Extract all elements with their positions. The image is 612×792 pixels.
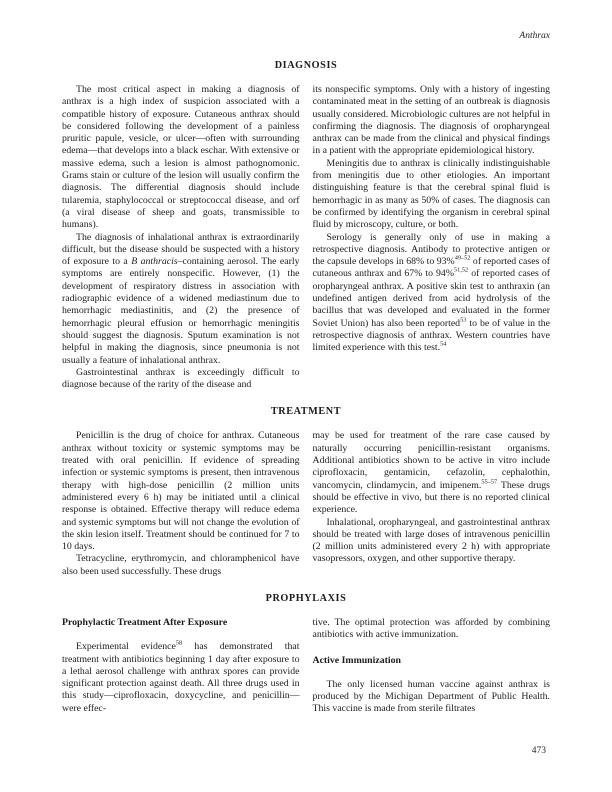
prophylaxis-columns bbox=[62, 617, 550, 716]
subsection-heading-prophylactic-treatment: Prophylactic Treatment After Exposure bbox=[62, 616, 228, 628]
paragraph: Tetracycline, erythromycin, and chloramphenicol have also been used successfully. These drugs bbox=[62, 553, 300, 577]
paragraph: may be used for treatment of the rare case caused by naturally occurring penicillin-resistant organisms. Additional antibiotics shown to be active in vitro include ciprofloxacin, gentamicin, cefazolin, cephalothin, vancomycin, clindamycin, and imipenem.$^{55-57}$ These drugs should be effective in vivo, but there is no reported clinical experience. bbox=[312, 430, 550, 516]
treatment-right-column bbox=[313, 430, 551, 578]
diagnosis-columns bbox=[62, 84, 550, 391]
section-title-prophylaxis: PROPHYLAXIS bbox=[265, 592, 347, 604]
paragraph: Meningitis due to anthrax is clinically indistinguishable from meningitis due to other etiologies. An important distinguishing feature is that the cerebral spinal fluid is hemorrhagic in as many as 50% of cases. The diagnosis can be confirmed by identifying the organism in cerebral spinal fluid by microscopy, culture, or both. bbox=[312, 157, 550, 231]
page-number: 473 bbox=[531, 746, 546, 756]
diagnosis-left-column bbox=[62, 84, 300, 391]
paragraph: The most critical aspect in making a diagnosis of anthrax is a high index of suspicion associated with a compatible history of exposure. Cutaneous anthrax should be considered following the development of a painless pruritic papule, vesicle, or ulcer—often with surrounding edema—that develops into a black eschar. With extensive or massive edema, such a lesion is almost pathognomonic. Grams stain or culture of the lesion will usually confirm the diagnosis. The differential diagnosis should include tularemia, staphylococcal or streptococcal disease, and orf (a viral disease of sheep and goats, transmissible to humans). bbox=[62, 84, 300, 231]
paragraph: Gastrointestinal anthrax is exceedingly difficult to diagnose because of the rarity of the disease and bbox=[62, 366, 300, 391]
section-treatment bbox=[62, 406, 550, 578]
treatment-columns bbox=[62, 430, 550, 578]
prophylaxis-right-column bbox=[313, 617, 551, 716]
prophylaxis-left-column bbox=[62, 617, 300, 716]
paragraph: Inhalational, oropharyngeal, and gastrointestinal anthrax should be treated with large doses of intravenous penicillin (2 million units administered every 2 h) with appropriate vasopressors, oxygen, and other supportive therapy. bbox=[312, 516, 550, 565]
paragraph: Serology is generally only of use in making a retrospective diagnosis. Antibody to protective antigen or the capsule develops in 68% to 93%$^{49-52}$ of reported cases of cutaneous anthrax and 67% to 94%$^{51,52}$ of reported cases of oropharyngeal anthrax. A positive skin test to anthraxin (an undefined antigen derived from acid hydrolysis of the bacillus that was developed and evaluated in the former Soviet Union) has also been reported$^{53}$ to be of value in the retrospective diagnosis of anthrax. Western countries have limited experience with this test.$^{54}$ bbox=[312, 231, 551, 354]
subsection-heading-active-immunization: Active Immunization bbox=[312, 654, 401, 666]
section-title-treatment: TREATMENT bbox=[270, 406, 342, 418]
paragraph: its nonspecific symptoms. Only with a history of ingesting contaminated meat in the setting of an outbreak is diagnosis usually considered. Microbiologic cultures are not helpful in confirming the diagnosis. The diagnosis of oropharyngeal anthrax can be made from the clinical and physical findings in a patient with the appropriate epidemiological history. bbox=[312, 84, 550, 157]
paragraph: tive. The optimal protection was afforded by combining antibiotics with active immunization. bbox=[312, 616, 550, 641]
treatment-left-column bbox=[62, 430, 300, 578]
paragraph: The diagnosis of inhalational anthrax is extraordinarily difficult, but the disease should be suspected with a history of exposure to a B anthracis–containing aerosol. The early symptoms are entirely nonspecific. However, (1) the development of respiratory distress in association with radiographic evidence of a widened mediastinum due to hemorrhagic mediastinitis, and (2) the presence of hemorrhagic pleural effusion or hemorrhagic meningitis should suggest the diagnosis. Sputum examination is not helpful in making the diagnosis, since pneumonia is not usually a feature of inhalational anthrax. bbox=[62, 231, 300, 366]
running-head: Anthrax bbox=[519, 31, 550, 41]
paragraph: The only licensed human vaccine against anthrax is produced by the Michigan Department of Public Health. This vaccine is made from sterile filtrates bbox=[312, 678, 550, 715]
section-title-diagnosis: DIAGNOSIS bbox=[274, 60, 338, 71]
paragraph: Penicillin is the drug of choice for anthrax. Cutaneous anthrax without toxicity or systemic symptoms may be treated with oral penicillin. If evidence of spreading infection or systemic symptoms is present, then intravenous therapy with high-dose penicillin (2 million units administered every 6 h) may be initiated until a clinical response is obtained. Effective therapy will reduce edema and systemic symptoms but will not change the evolution of the skin lesion itself. Treatment should be continued for 7 to 10 days. bbox=[62, 430, 300, 553]
paragraph: Experimental evidence$^{58}$ has demonstrated that treatment with antibiotics beginning 1 day after exposure to a lethal aerosol challenge with anthrax spores can provide significant protection against death. All three drugs used in this study—ciprofloxacin, doxycycline, and penicillin—were effec- bbox=[62, 640, 300, 714]
section-diagnosis bbox=[62, 60, 550, 391]
diagnosis-right-column bbox=[313, 84, 551, 391]
section-prophylaxis bbox=[62, 593, 550, 716]
page-content bbox=[62, 60, 550, 731]
